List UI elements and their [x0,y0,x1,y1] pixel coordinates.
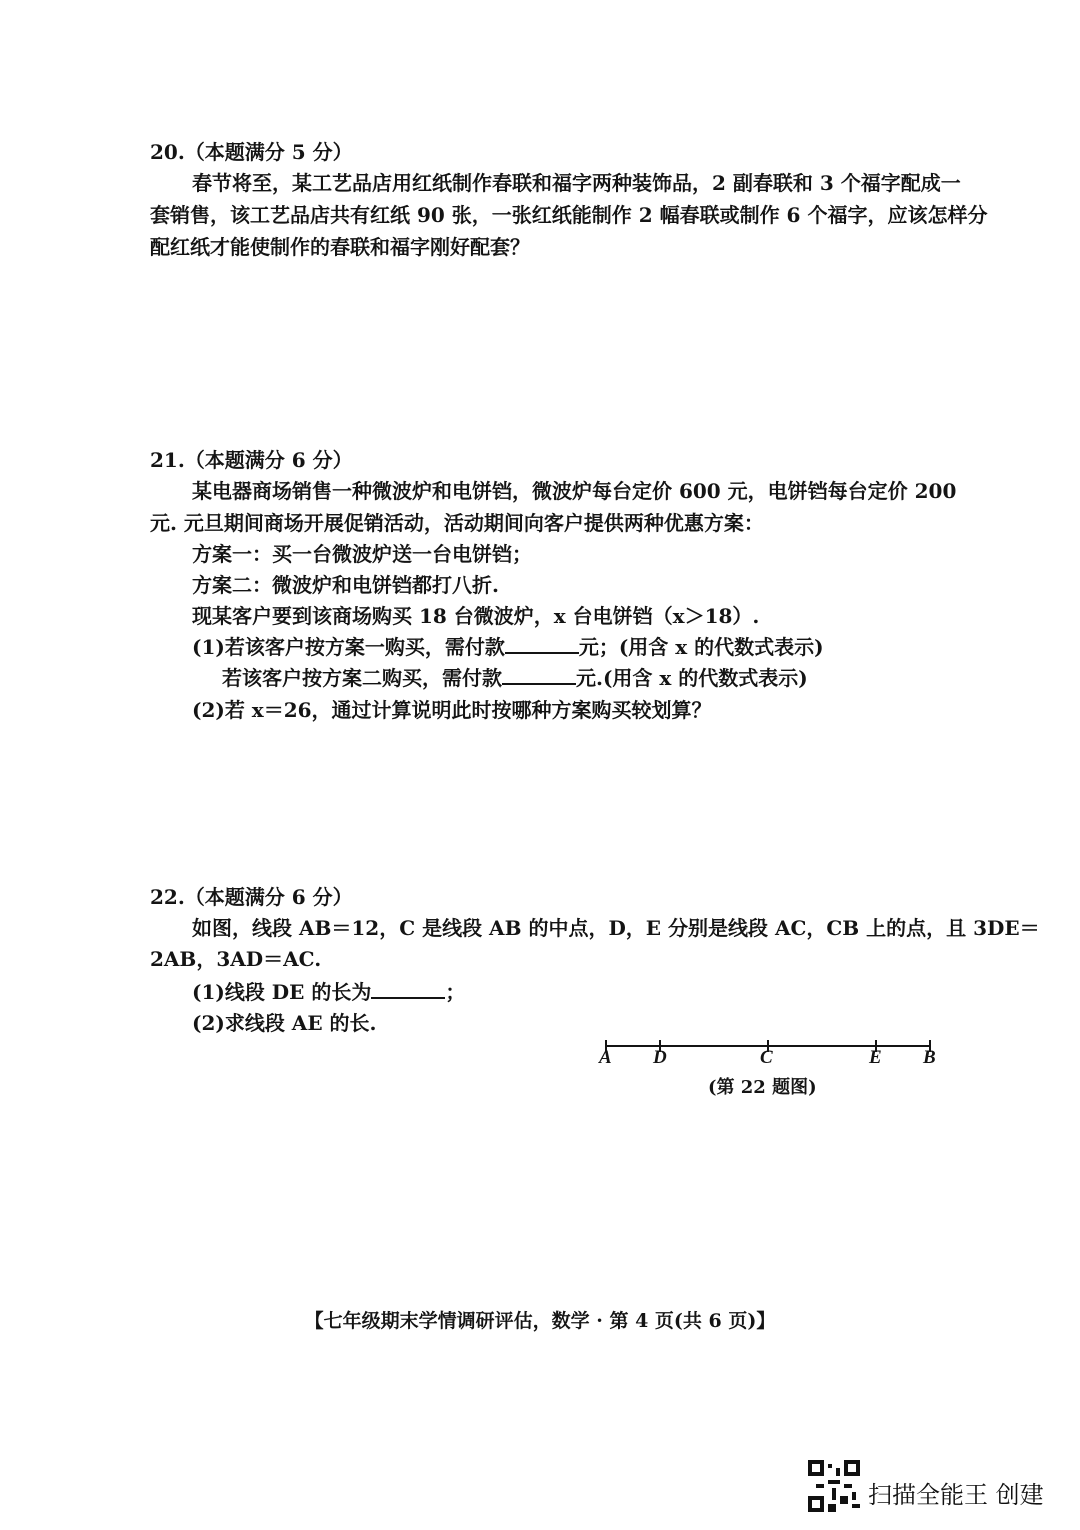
q21-part-1b-prefix: 若该客户按方案二购买，需付款 [222,666,502,690]
point-label-d: D [653,1047,667,1068]
answer-blank [505,634,579,654]
q22-line-2: 2AB，3AD＝AC. [150,947,322,971]
point-label-b: B [923,1047,936,1068]
q20-line-1: 春节将至，某工艺品店用红纸制作春联和福字两种装饰品，2 副春联和 3 个福字配成一 [192,171,961,195]
q21-part-1b [222,664,808,692]
q21-plan-1: 方案一：买一台微波炉送一台电饼铛； [192,542,532,566]
scanner-watermark: 扫描全能王 创建 [868,1481,1044,1509]
q22-part-1-suffix: ； [445,980,466,1004]
q21-part-1a-suffix: 元；(用含 x 的代数式表示) [578,635,824,659]
q20-line-3: 配红纸才能使制作的春联和福字刚好配套？ [150,235,530,259]
q21-part-1a-prefix: (1)若该客户按方案一购买，需付款 [192,635,505,659]
q20-line-2: 套销售，该工艺品店共有红纸 90 张，一张红纸能制作 2 幅春联或制作 6 个福字，应该怎样分 [150,203,988,227]
q20-header: 20.（本题满分 5 分） [150,140,353,164]
point-label-e: E [869,1047,882,1068]
q22-header: 22.（本题满分 6 分） [150,885,353,909]
q21-part-1b-suffix: 元.(用含 x 的代数式表示) [576,666,808,690]
q21-line-1: 某电器商场销售一种微波炉和电饼铛，微波炉每台定价 600 元，电饼铛每台定价 200 [192,479,957,503]
q21-line-2: 元. 元旦期间商场开展促销活动，活动期间向客户提供两种优惠方案： [150,511,764,535]
answer-blank [371,979,445,999]
q21-plan-2: 方案二：微波炉和电饼铛都打八折. [192,573,499,597]
qr-code-icon [808,1460,860,1512]
figure-caption: (第 22 题图) [708,1077,817,1098]
q22-part-2: (2)求线段 AE 的长. [192,1011,377,1035]
answer-blank [502,665,576,685]
q21-part-2: (2)若 x＝26，通过计算说明此时按哪种方案购买较划算？ [192,698,712,722]
q21-part-1a [192,633,824,661]
q21-header: 21.（本题满分 6 分） [150,448,353,472]
page-footer: 【七年级期末学情调研评估，数学 · 第 4 页(共 6 页)】 [304,1310,776,1332]
q21-scenario: 现某客户要到该商场购买 18 台微波炉，x 台电饼铛（x＞18）. [192,604,760,628]
point-label-c: C [760,1047,773,1068]
q22-line-1: 如图，线段 AB＝12，C 是线段 AB 的中点，D，E 分别是线段 AC，CB 上的点，且 3DE＝ [192,916,1040,940]
point-label-a: A [599,1047,612,1068]
q22-part-1 [192,978,465,1006]
q22-part-1-prefix: (1)线段 DE 的长为 [192,980,372,1004]
